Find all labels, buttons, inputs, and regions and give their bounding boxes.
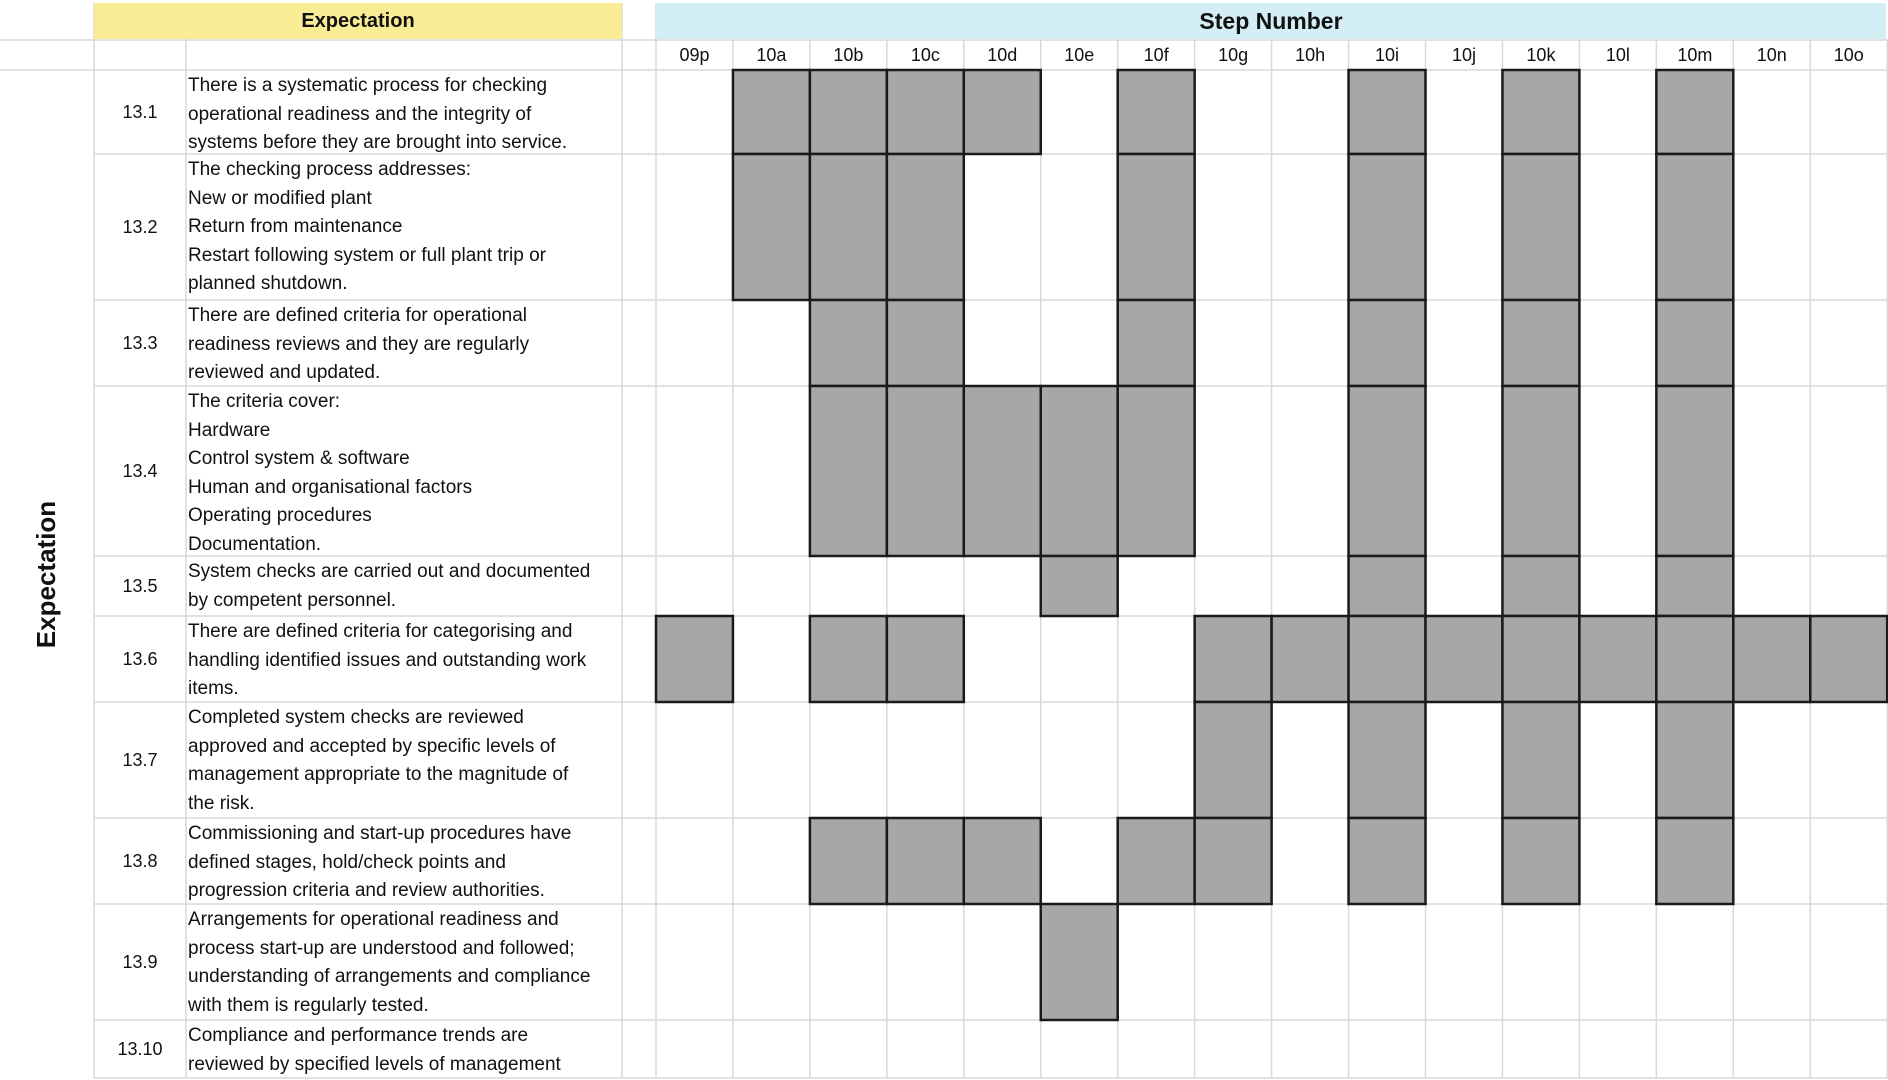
row-id-13.3: 13.3 — [122, 332, 158, 353]
step-label-10j: 10j — [1451, 44, 1477, 65]
marked-cell-13.4-10d — [964, 386, 1041, 556]
marked-cell-13.8-10b — [810, 818, 887, 904]
marked-cell-13.6-10k — [1502, 616, 1579, 702]
step-number-header-label: Step Number — [1199, 7, 1343, 34]
marked-cell-13.1-10b — [810, 70, 887, 154]
marked-cell-13.6-10c — [887, 616, 964, 702]
marked-cell-13.6-10o — [1810, 616, 1887, 702]
marked-cell-13.4-10e — [1041, 386, 1118, 556]
row-id-13.4: 13.4 — [122, 460, 158, 481]
marked-cell-13.4-10b — [810, 386, 887, 556]
marked-cell-13.8-10k — [1502, 818, 1579, 904]
step-label-10i: 10i — [1375, 44, 1400, 65]
marked-cell-13.9-10e — [1041, 904, 1118, 1020]
row-text-13.2: The checking process addresses: New or modified plant Return from maintenance Restart following system or full plant trip or planned shutdown. — [188, 159, 546, 295]
marked-cell-13.3-10b — [810, 300, 887, 386]
step-label-10h: 10h — [1295, 44, 1326, 65]
row-text-13.5: System checks are carried out and documented by competent personnel. — [188, 561, 591, 611]
marked-cell-13.1-10d — [964, 70, 1041, 154]
step-label-10k: 10k — [1526, 44, 1556, 65]
marked-cell-13.6-10i — [1349, 616, 1426, 702]
row-text-13.1: There is a systematic process for checking operational readiness and the integrity of systems before they are brought into service. — [188, 75, 568, 154]
marked-cell-13.6-10j — [1426, 616, 1503, 702]
marked-cell-13.2-10i — [1349, 154, 1426, 300]
marked-cell-13.4-10f — [1118, 386, 1195, 556]
step-label-10a: 10a — [756, 44, 787, 65]
marked-cell-13.4-10m — [1656, 386, 1733, 556]
marked-cell-13.7-10i — [1349, 702, 1426, 818]
marked-cell-13.2-10b — [810, 154, 887, 300]
marked-cell-13.3-10k — [1502, 300, 1579, 386]
marked-cell-13.4-10k — [1502, 386, 1579, 556]
marked-cell-13.6-10n — [1733, 616, 1810, 702]
row-id-13.9: 13.9 — [122, 951, 158, 972]
row-text-13.3: There are defined criteria for operational readiness reviews and they are regularly reviewed and updated. — [188, 305, 530, 384]
row-id-13.6: 13.6 — [122, 648, 158, 669]
row-text-13.7: Completed system checks are reviewed approved and accepted by specific levels of management appropriate to the magnitude of the risk. — [188, 707, 569, 814]
row-text-13.6: There are defined criteria for categorising and handling identified issues and outstanding work items. — [188, 621, 587, 700]
marked-cell-13.8-10f — [1118, 818, 1195, 904]
marked-cell-13.3-10m — [1656, 300, 1733, 386]
step-label-10o: 10o — [1833, 44, 1864, 65]
row-id-13.2: 13.2 — [122, 216, 158, 237]
marked-cell-13.5-10m — [1656, 556, 1733, 616]
marked-cell-13.7-10k — [1502, 702, 1579, 818]
marked-cell-13.1-10k — [1502, 70, 1579, 154]
marked-cell-13.2-10k — [1502, 154, 1579, 300]
marked-cell-13.2-10c — [887, 154, 964, 300]
step-label-10d: 10d — [987, 44, 1018, 65]
step-label-10m: 10m — [1677, 44, 1713, 65]
marked-cell-13.8-10i — [1349, 818, 1426, 904]
row-id-13.5: 13.5 — [122, 575, 158, 596]
row-text-13.4: The criteria cover: Hardware Control system & software Human and organisational factors Operating procedures Documentation. — [188, 391, 473, 555]
marked-cell-13.1-10a — [733, 70, 810, 154]
marked-cell-13.8-10g — [1195, 818, 1272, 904]
row-text-13.9: Arrangements for operational readiness and process start-up are understood and followed; understanding of arrangements and compliance with them is regularly tested. — [188, 909, 591, 1016]
marked-cell-13.1-10i — [1349, 70, 1426, 154]
marked-cell-13.8-10m — [1656, 818, 1733, 904]
marked-cell-13.1-10m — [1656, 70, 1733, 154]
step-label-10c: 10c — [910, 44, 940, 65]
step-number-header — [656, 3, 1886, 39]
row-id-13.7: 13.7 — [122, 749, 158, 770]
step-label-10n: 10n — [1756, 44, 1787, 65]
marked-cell-13.5-10k — [1502, 556, 1579, 616]
marked-cell-13.1-10f — [1118, 70, 1195, 154]
marked-cell-13.6-10l — [1579, 616, 1656, 702]
row-id-13.10: 13.10 — [117, 1038, 163, 1059]
marked-cell-13.4-10i — [1349, 386, 1426, 556]
expectation-header-label: Expectation — [301, 9, 415, 32]
row-text-13.8: Commissioning and start-up procedures have defined stages, hold/check points and progression criteria and review authorities. — [188, 823, 572, 902]
marked-cell-13.8-10c — [887, 818, 964, 904]
marked-cell-13.7-10m — [1656, 702, 1733, 818]
marked-cell-13.2-10a — [733, 154, 810, 300]
marked-cell-13.7-10g — [1195, 702, 1272, 818]
side-expectation-text: Expectation — [31, 500, 62, 648]
marked-cell-13.1-10c — [887, 70, 964, 154]
step-label-10l: 10l — [1605, 44, 1630, 65]
step-label-09p: 09p — [679, 44, 710, 65]
marked-cell-13.5-10e — [1041, 556, 1118, 616]
marked-cell-13.5-10i — [1349, 556, 1426, 616]
side-expectation-label — [0, 70, 94, 1078]
marked-cell-13.6-10b — [810, 616, 887, 702]
marked-cell-13.4-10c — [887, 386, 964, 556]
step-label-10e: 10e — [1064, 44, 1095, 65]
marked-cell-13.3-10i — [1349, 300, 1426, 386]
row-id-13.8: 13.8 — [122, 850, 158, 871]
marked-cell-13.6-10g — [1195, 616, 1272, 702]
row-id-13.1: 13.1 — [122, 101, 158, 122]
marked-cell-13.2-10f — [1118, 154, 1195, 300]
marked-cell-13.8-10d — [964, 818, 1041, 904]
marked-cell-13.2-10m — [1656, 154, 1733, 300]
marked-cell-13.6-10h — [1272, 616, 1349, 702]
step-label-10b: 10b — [833, 44, 864, 65]
row-text-13.10: Compliance and performance trends are reviewed by specified levels of management — [188, 1025, 561, 1075]
expectation-header — [94, 3, 622, 39]
marked-cell-13.3-10f — [1118, 300, 1195, 386]
marked-cell-13.3-10c — [887, 300, 964, 386]
marked-cell-13.6-10m — [1656, 616, 1733, 702]
marked-cell-13.6-09p — [656, 616, 733, 702]
step-label-10f: 10f — [1143, 44, 1169, 65]
step-label-10g: 10g — [1218, 44, 1249, 65]
